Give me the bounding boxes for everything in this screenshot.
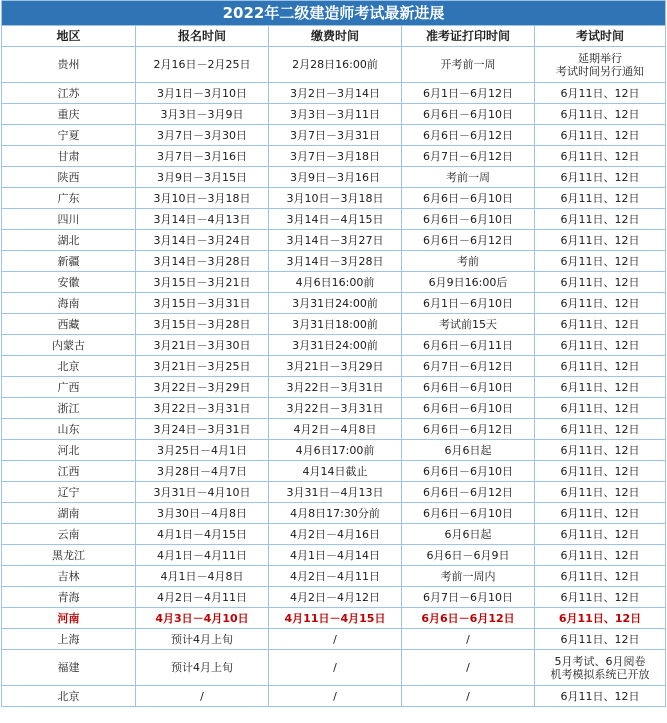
exam-cell: 6月11日、12日 <box>535 356 666 377</box>
payment-cell: 4月11日－4月15日 <box>269 608 402 629</box>
exam-note-line: 考试时间另行通知 <box>556 64 644 78</box>
region-cell: 海南 <box>2 293 136 314</box>
exam-note-line: 5月考试、6月阅卷 <box>554 654 646 668</box>
region-cell: 云南 <box>2 524 136 545</box>
admission-cell: 6月6日－6月12日 <box>402 125 535 146</box>
region-cell: 青海 <box>2 587 136 608</box>
admission-cell: 6月7日－6月10日 <box>402 587 535 608</box>
table-row <box>2 104 666 125</box>
payment-cell: 3月2日－3月14日 <box>269 83 402 104</box>
table-row <box>2 146 666 167</box>
table-row <box>2 440 666 461</box>
register-cell: / <box>136 686 269 707</box>
register-cell: 3月24日－3月31日 <box>136 419 269 440</box>
admission-cell: 考试前15天 <box>402 314 535 335</box>
exam-cell: 6月11日、12日 <box>535 83 666 104</box>
admission-cell: 6月6日起 <box>402 524 535 545</box>
exam-cell: 6月11日、12日 <box>535 125 666 146</box>
admission-cell: 6月6日－6月12日 <box>402 608 535 629</box>
payment-cell: 4月2日－4月11日 <box>269 566 402 587</box>
region-cell: 河南 <box>2 608 136 629</box>
register-cell: 3月15日－3月28日 <box>136 314 269 335</box>
register-cell: 4月1日－4月15日 <box>136 524 269 545</box>
exam-schedule-table <box>1 0 666 707</box>
exam-cell: 6月11日、12日 <box>535 104 666 125</box>
exam-cell: 6月11日、12日 <box>535 524 666 545</box>
payment-cell: 4月14日截止 <box>269 461 402 482</box>
register-cell: 2月16日－2月25日 <box>136 47 269 83</box>
admission-cell: 6月1日－6月12日 <box>402 83 535 104</box>
table-row <box>2 83 666 104</box>
region-cell: 河北 <box>2 440 136 461</box>
region-cell: 辽宁 <box>2 482 136 503</box>
table-row <box>2 209 666 230</box>
exam-cell: 6月11日、12日 <box>535 566 666 587</box>
payment-cell: / <box>269 650 402 686</box>
exam-cell: 6月11日、12日 <box>535 293 666 314</box>
admission-cell: 6月6日－6月11日 <box>402 335 535 356</box>
register-cell: 3月22日－3月31日 <box>136 398 269 419</box>
payment-cell: 4月6日16:00前 <box>269 272 402 293</box>
register-cell: 3月31日－4月10日 <box>136 482 269 503</box>
admission-cell: 6月6日－6月12日 <box>402 482 535 503</box>
table-row <box>2 524 666 545</box>
exam-cell: 6月11日、12日 <box>535 209 666 230</box>
region-cell: 陕西 <box>2 167 136 188</box>
exam-cell: 6月11日、12日 <box>535 272 666 293</box>
exam-cell: 6月11日、12日 <box>535 461 666 482</box>
register-cell: 3月22日－3月29日 <box>136 377 269 398</box>
admission-cell: 考前一周 <box>402 167 535 188</box>
column-header-payment: 缴费时间 <box>269 26 402 47</box>
table-row <box>2 356 666 377</box>
register-cell: 4月2日－4月11日 <box>136 587 269 608</box>
region-cell: 贵州 <box>2 47 136 83</box>
admission-cell: 6月6日起 <box>402 440 535 461</box>
payment-cell: 4月2日－4月8日 <box>269 419 402 440</box>
exam-cell: 6月11日、12日 <box>535 377 666 398</box>
register-cell: 3月14日－4月13日 <box>136 209 269 230</box>
table-row <box>2 587 666 608</box>
table-row <box>2 398 666 419</box>
payment-cell: 2月28日16:00前 <box>269 47 402 83</box>
exam-cell: 6月11日、12日 <box>535 545 666 566</box>
table-row <box>2 314 666 335</box>
exam-cell: 6月11日、12日 <box>535 398 666 419</box>
table-row <box>2 566 666 587</box>
register-cell: 3月7日－3月30日 <box>136 125 269 146</box>
exam-cell: 6月11日、12日 <box>535 230 666 251</box>
exam-cell: 6月11日、12日 <box>535 482 666 503</box>
exam-cell: 6月11日、12日 <box>535 188 666 209</box>
register-cell: 3月14日－3月28日 <box>136 251 269 272</box>
exam-cell: 6月11日、12日 <box>535 314 666 335</box>
region-cell: 四川 <box>2 209 136 230</box>
region-cell: 内蒙古 <box>2 335 136 356</box>
admission-cell: 考前一周内 <box>402 566 535 587</box>
register-cell: 3月28日－4月7日 <box>136 461 269 482</box>
region-cell: 福建 <box>2 650 136 686</box>
register-cell: 3月15日－3月21日 <box>136 272 269 293</box>
region-cell: 湖南 <box>2 503 136 524</box>
region-cell: 广东 <box>2 188 136 209</box>
table-row <box>2 503 666 524</box>
header-row <box>2 26 666 47</box>
admission-cell: 6月6日－6月9日 <box>402 545 535 566</box>
table-row <box>2 167 666 188</box>
admission-cell: / <box>402 650 535 686</box>
admission-cell: 开考前一周 <box>402 47 535 83</box>
exam-cell: 6月11日、12日 <box>535 251 666 272</box>
payment-cell: 4月2日－4月16日 <box>269 524 402 545</box>
table-row <box>2 419 666 440</box>
exam-cell: 6月11日、12日 <box>535 146 666 167</box>
table-row <box>2 335 666 356</box>
region-cell: 吉林 <box>2 566 136 587</box>
admission-cell: 6月7日－6月12日 <box>402 146 535 167</box>
payment-cell: 3月22日－3月31日 <box>269 377 402 398</box>
table-row <box>2 125 666 146</box>
register-cell: 3月3日－3月9日 <box>136 104 269 125</box>
admission-cell: 考前 <box>402 251 535 272</box>
table-row <box>2 686 666 707</box>
region-cell: 浙江 <box>2 398 136 419</box>
admission-cell: 6月1日－6月10日 <box>402 293 535 314</box>
exam-cell: 6月11日、12日 <box>535 608 666 629</box>
register-cell: 预计4月上旬 <box>136 629 269 650</box>
register-cell: 预计4月上旬 <box>136 650 269 686</box>
exam-cell: 6月11日、12日 <box>535 335 666 356</box>
table-row <box>2 545 666 566</box>
table-row <box>2 461 666 482</box>
admission-cell: 6月6日－6月12日 <box>402 230 535 251</box>
payment-cell: 3月14日－3月28日 <box>269 251 402 272</box>
payment-cell: 3月3日－3月11日 <box>269 104 402 125</box>
register-cell: 3月21日－3月25日 <box>136 356 269 377</box>
register-cell: 3月9日－3月15日 <box>136 167 269 188</box>
table-row <box>2 482 666 503</box>
column-header-admission: 准考证打印时间 <box>402 26 535 47</box>
payment-cell: 3月14日－3月27日 <box>269 230 402 251</box>
payment-cell: 4月6日17:00前 <box>269 440 402 461</box>
register-cell: 3月7日－3月16日 <box>136 146 269 167</box>
region-cell: 新疆 <box>2 251 136 272</box>
admission-cell: 6月6日－6月10日 <box>402 188 535 209</box>
region-cell: 重庆 <box>2 104 136 125</box>
region-cell: 江西 <box>2 461 136 482</box>
payment-cell: 3月10日－3月18日 <box>269 188 402 209</box>
exam-cell: 6月11日、12日 <box>535 440 666 461</box>
column-header-region: 地区 <box>2 26 136 47</box>
column-header-exam: 考试时间 <box>535 26 666 47</box>
payment-cell: 3月14日－4月15日 <box>269 209 402 230</box>
exam-cell <box>535 650 666 686</box>
exam-cell <box>535 47 666 83</box>
table-row <box>2 47 666 83</box>
region-cell: 广西 <box>2 377 136 398</box>
register-cell: 4月1日－4月8日 <box>136 566 269 587</box>
register-cell: 3月30日－4月8日 <box>136 503 269 524</box>
payment-cell: 3月7日－3月31日 <box>269 125 402 146</box>
table-row <box>2 272 666 293</box>
payment-cell: 3月22日－3月31日 <box>269 398 402 419</box>
admission-cell: 6月9日16:00后 <box>402 272 535 293</box>
table-row <box>2 608 666 629</box>
region-cell: 黑龙江 <box>2 545 136 566</box>
payment-cell: 3月31日24:00前 <box>269 293 402 314</box>
payment-cell: 3月31日18:00前 <box>269 314 402 335</box>
exam-note-line: 延期举行 <box>578 51 622 65</box>
payment-cell: 3月31日24:00前 <box>269 335 402 356</box>
exam-note-line: 机考模拟系统已开放 <box>550 667 650 681</box>
table-row <box>2 188 666 209</box>
register-cell: 3月25日－4月1日 <box>136 440 269 461</box>
column-header-register: 报名时间 <box>136 26 269 47</box>
payment-cell: / <box>269 629 402 650</box>
admission-cell: / <box>402 629 535 650</box>
region-cell: 湖北 <box>2 230 136 251</box>
admission-cell: 6月6日－6月10日 <box>402 461 535 482</box>
exam-cell: 6月11日、12日 <box>535 167 666 188</box>
payment-cell: 3月31日－4月13日 <box>269 482 402 503</box>
admission-cell: / <box>402 686 535 707</box>
region-cell: 江苏 <box>2 83 136 104</box>
region-cell: 甘肃 <box>2 146 136 167</box>
register-cell: 3月21日－3月30日 <box>136 335 269 356</box>
table-row <box>2 230 666 251</box>
admission-cell: 6月6日－6月12日 <box>402 419 535 440</box>
payment-cell: 4月8日17:30分前 <box>269 503 402 524</box>
region-cell: 安徽 <box>2 272 136 293</box>
register-cell: 3月14日－3月24日 <box>136 230 269 251</box>
table-row <box>2 293 666 314</box>
payment-cell: / <box>269 686 402 707</box>
payment-cell: 3月9日－3月16日 <box>269 167 402 188</box>
payment-cell: 4月1日－4月14日 <box>269 545 402 566</box>
register-cell: 4月3日－4月10日 <box>136 608 269 629</box>
admission-cell: 6月7日－6月12日 <box>402 356 535 377</box>
table-title: 2022年二级建造师考试最新进展 <box>2 1 666 26</box>
region-cell: 西藏 <box>2 314 136 335</box>
admission-cell: 6月6日－6月10日 <box>402 104 535 125</box>
payment-cell: 4月2日－4月12日 <box>269 587 402 608</box>
table-row <box>2 629 666 650</box>
exam-cell: 6月11日、12日 <box>535 419 666 440</box>
exam-cell: 6月11日、12日 <box>535 503 666 524</box>
table-row <box>2 650 666 686</box>
region-cell: 北京 <box>2 356 136 377</box>
admission-cell: 6月6日－6月10日 <box>402 377 535 398</box>
table-row <box>2 251 666 272</box>
exam-cell: 6月11日、12日 <box>535 587 666 608</box>
admission-cell: 6月6日－6月10日 <box>402 503 535 524</box>
region-cell: 山东 <box>2 419 136 440</box>
exam-cell: 6月11日、12日 <box>535 686 666 707</box>
register-cell: 3月15日－3月31日 <box>136 293 269 314</box>
table-body <box>2 47 666 707</box>
admission-cell: 6月6日－6月10日 <box>402 398 535 419</box>
register-cell: 3月1日－3月10日 <box>136 83 269 104</box>
payment-cell: 3月7日－3月18日 <box>269 146 402 167</box>
exam-cell: 6月11日、12日 <box>535 629 666 650</box>
payment-cell: 3月21日－3月29日 <box>269 356 402 377</box>
region-cell: 上海 <box>2 629 136 650</box>
region-cell: 宁夏 <box>2 125 136 146</box>
register-cell: 4月1日－4月11日 <box>136 545 269 566</box>
admission-cell: 6月6日－6月10日 <box>402 209 535 230</box>
region-cell: 北京 <box>2 686 136 707</box>
table-row <box>2 377 666 398</box>
register-cell: 3月10日－3月18日 <box>136 188 269 209</box>
